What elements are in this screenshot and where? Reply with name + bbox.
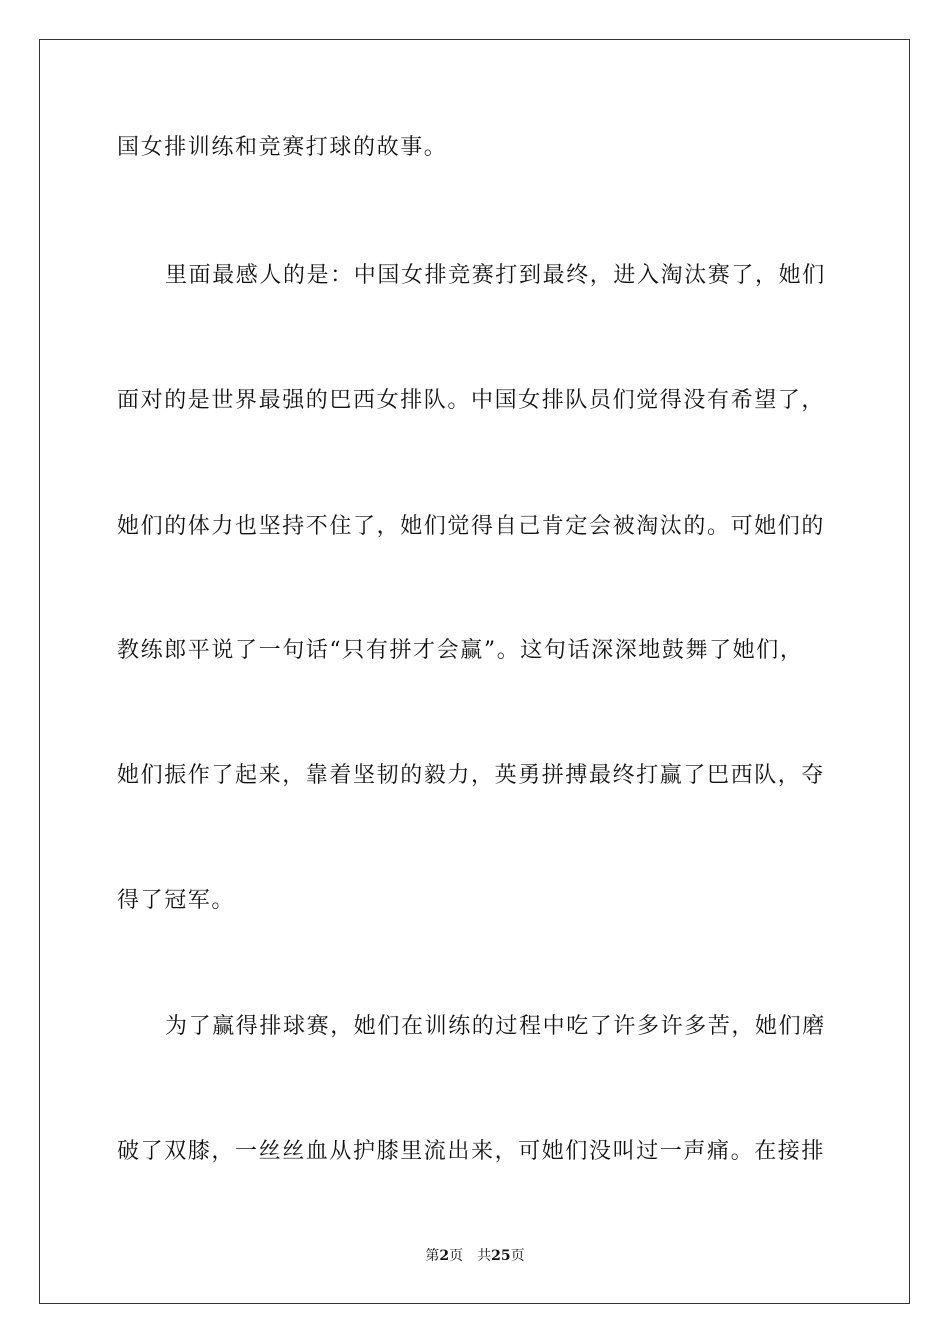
page-suffix: 页 bbox=[449, 1248, 464, 1264]
text-line-7: 得了冠军。 bbox=[117, 888, 236, 913]
total-suffix: 页 bbox=[510, 1248, 525, 1264]
page-border bbox=[39, 39, 910, 1304]
page-footer bbox=[0, 1246, 950, 1266]
text-line-9: 破了双膝，一丝丝血从护膝里流出来，可她们没叫过一声痛。在接排 bbox=[117, 1139, 826, 1164]
total-pages: 25 bbox=[491, 1248, 511, 1264]
page-prefix: 第 bbox=[425, 1248, 440, 1264]
text-line-3: 面对的是世界最强的巴西女排队。中国女排队员们觉得没有希望了， bbox=[117, 388, 826, 413]
text-line-2: 里面最感人的是：中国女排竞赛打到最终，进入淘汰赛了，她们 bbox=[165, 263, 826, 288]
text-line-1: 国女排训练和竞赛打球的故事。 bbox=[117, 135, 448, 160]
page-number: 2 bbox=[439, 1248, 450, 1264]
total-prefix: 共 bbox=[477, 1248, 492, 1264]
text-line-6: 她们振作了起来，靠着坚韧的毅力，英勇拼搏最终打赢了巴西队，夺 bbox=[117, 763, 826, 788]
text-line-4: 她们的体力也坚持不住了，她们觉得自己肯定会被淘汰的。可她们的 bbox=[117, 514, 826, 539]
text-line-8: 为了赢得排球赛，她们在训练的过程中吃了许多许多苦，她们磨 bbox=[165, 1014, 826, 1039]
text-line-5: 教练郎平说了一句话“只有拼才会赢”。这句话深深地鼓舞了她们， bbox=[117, 638, 804, 663]
